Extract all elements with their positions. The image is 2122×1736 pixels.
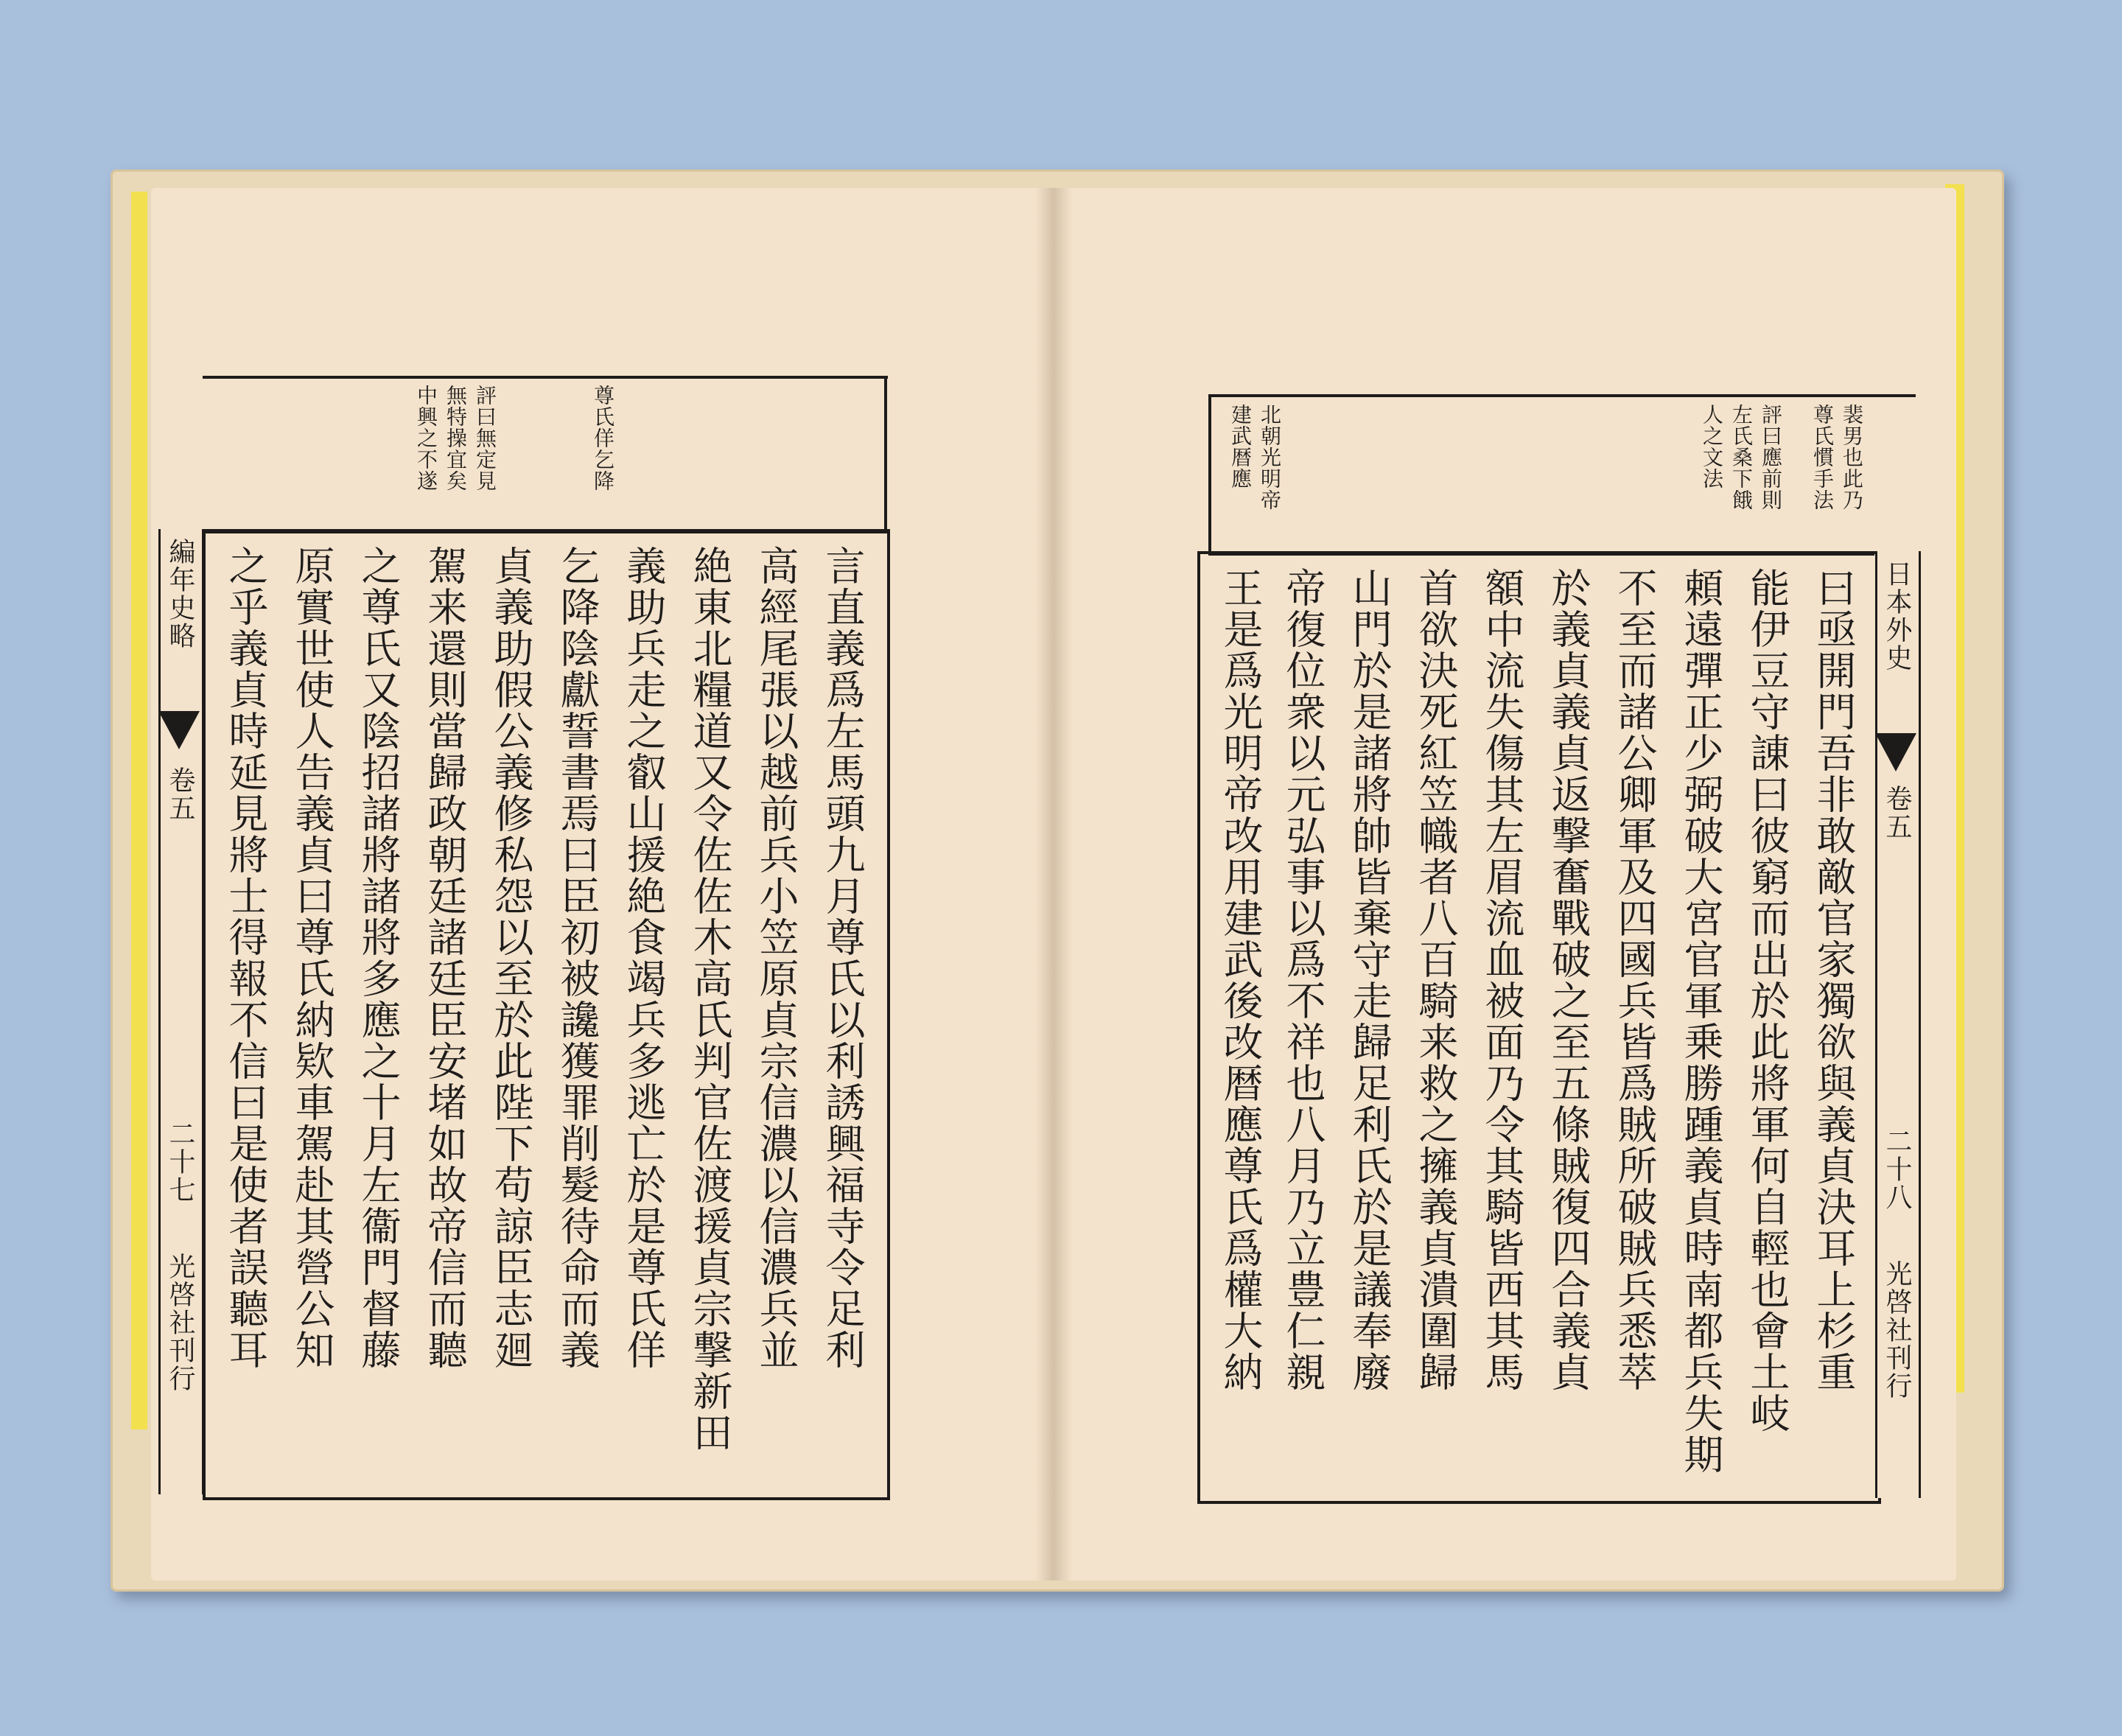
right-column-3: 頼遠彈正少弼破大宮官軍乗勝踵義貞時南都兵失期	[1678, 567, 1724, 1475]
right-column-7: 首欲決死紅笠幟者八百騎来救之擁義貞潰圍歸	[1412, 567, 1459, 1393]
right-note-4: 左氏桑下餓	[1729, 404, 1754, 511]
left-page-stack-edge	[131, 192, 147, 1429]
left-column-5: 乞降陰獻誓書焉曰臣初被讒獲罪削髮待命而義	[554, 545, 600, 1371]
right-margin-folio: 二十八	[1882, 1127, 1912, 1211]
left-margin-volume: 卷五	[165, 766, 195, 822]
left-margin-title: 編年史略	[165, 538, 195, 650]
left-column-10: 之乎義貞時延見將士得報不信曰是使者誤聽耳	[223, 545, 269, 1371]
right-column-5: 於義貞義貞返撃奮戰破之至五條賊復四合義貞	[1545, 567, 1592, 1393]
left-column-7: 駕来還則當歸政朝廷諸廷臣安堵如故帝信而聽	[421, 545, 468, 1371]
left-column-9: 原實世使人告義貞曰尊氏納欵車駕赴其營公知	[289, 545, 335, 1371]
right-column-4: 不至而諸公卿軍及四國兵皆爲賊所破賊兵悉萃	[1611, 567, 1658, 1393]
left-column-8: 之尊氏又陰招諸將諸將多應之十月左衞門督藤	[355, 545, 402, 1371]
left-column-6: 貞義助假公義修私怨以至於此陛下苟諒臣志廻	[488, 545, 534, 1371]
right-column-1: 曰亟開門吾非敢敵官家獨欲與義貞決耳上杉重	[1810, 567, 1857, 1393]
right-column-10: 王是爲光明帝改用建武後改暦應尊氏爲權大納	[1217, 567, 1264, 1393]
right-margin-volume: 卷五	[1882, 785, 1912, 841]
right-note-3: 評曰應前則	[1759, 404, 1783, 511]
right-note-5: 人之文法	[1700, 404, 1724, 489]
right-note-6: 北朝光明帝	[1258, 404, 1282, 511]
left-margin-publisher: 光啓社刊行	[165, 1253, 195, 1393]
left-column-4: 義助兵走之叡山援絶食竭兵多逃亡於是尊氏佯	[620, 545, 667, 1371]
right-fishtail-mark	[1875, 733, 1916, 771]
left-fishtail-mark	[158, 711, 200, 749]
left-column-3: 絶東北糧道又令佐佐木高氏判官佐渡援貞宗撃新田	[687, 545, 733, 1453]
left-note-frame	[203, 376, 887, 533]
right-margin-publisher: 光啓社刊行	[1882, 1260, 1912, 1400]
right-margin-title: 日本外史	[1882, 560, 1912, 672]
right-note-2: 尊氏慣手法	[1810, 404, 1835, 511]
right-note-1: 裴男也此乃	[1840, 404, 1864, 511]
left-note-3: 中興之不遂	[414, 385, 438, 491]
left-note-1: 評曰無定見	[473, 385, 497, 491]
right-column-9: 帝復位衆以元弘事以爲不祥也八月乃立豊仁親	[1280, 567, 1326, 1393]
left-column-1: 言直義爲左馬頭九月尊氏以利誘興福寺令足利	[819, 545, 866, 1371]
book-gutter	[1035, 188, 1072, 1581]
left-column-2: 高經尾張以越前兵小笠原貞宗信濃以信濃兵並	[753, 545, 799, 1371]
left-note-2: 無特操宜矣	[444, 385, 468, 491]
left-note-4: 尊氏佯乞降	[591, 385, 615, 491]
right-note-7: 建武暦應	[1228, 404, 1253, 489]
right-column-6: 額中流失傷其左眉流血被面乃令其騎皆西其馬	[1479, 567, 1525, 1393]
right-column-2: 能伊豆守諌曰彼窮而出於此將軍何自輕也會土岐	[1744, 567, 1790, 1434]
left-margin-folio: 二十七	[165, 1120, 195, 1204]
right-column-8: 山門於是諸將帥皆棄守走歸足利氏於是議奉廢	[1346, 567, 1393, 1393]
